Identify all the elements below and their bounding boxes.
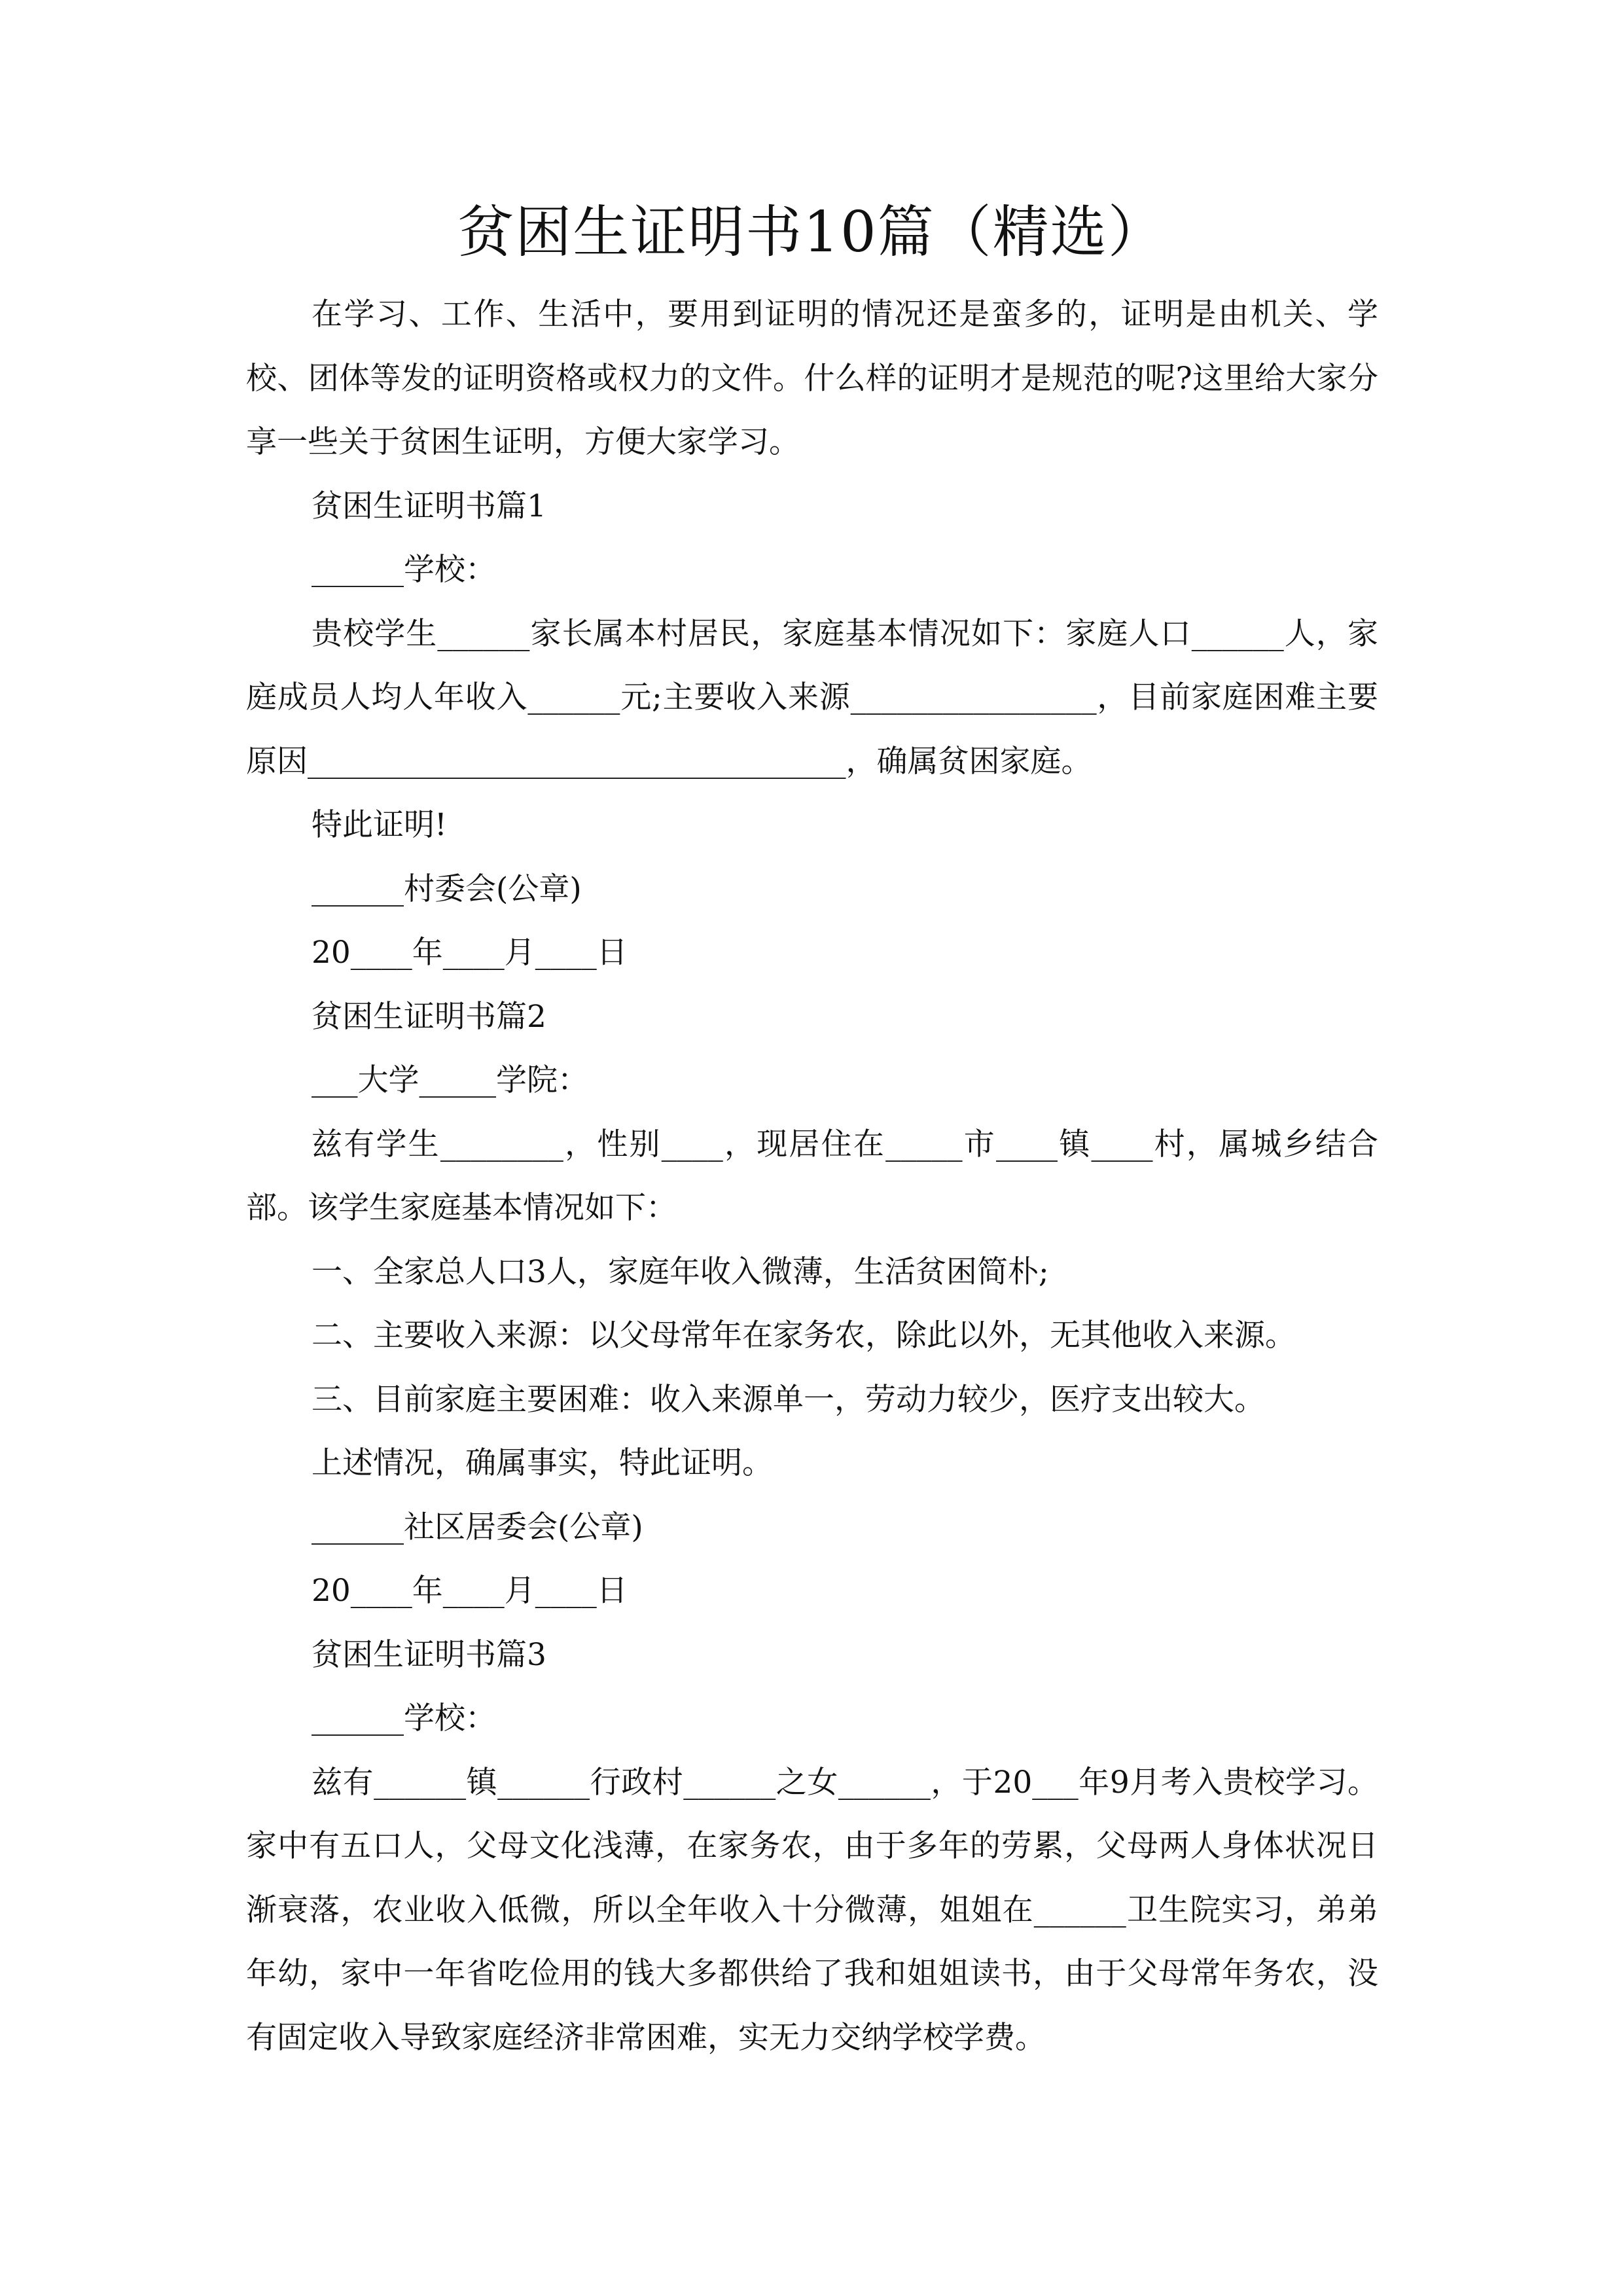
salutation: ______学校： — [312, 552, 496, 588]
body-paragraph: 兹有学生________，性别____，现居住在_____市____镇____村，属城乡结合部。该学生家庭基本情况如下： — [246, 1126, 1378, 1226]
closing-line: 特此证明! — [312, 807, 447, 843]
document-title: 贫困生证明书10篇（精选） — [457, 200, 1166, 265]
section-heading: 贫困生证明书篇1 — [312, 488, 546, 524]
body-paragraph: 贵校学生______家长属本村居民，家庭基本情况如下：家庭人口______人，家庭成员人均人年收入______元;主要收入来源________________，目前家庭困难主要原因___________________________________，确属贫困家庭。 — [246, 615, 1378, 780]
signature-line: ______村委会(公章) — [312, 870, 582, 907]
list-item: 二、主要收入来源：以父母常年在家务农，除此以外，无其他收入来源。 — [312, 1318, 1296, 1354]
signature-line: ______社区居委会(公章) — [312, 1509, 643, 1545]
salutation: ___大学_____学院： — [312, 1062, 588, 1098]
section-heading: 贫困生证明书篇2 — [312, 998, 546, 1035]
section-heading: 贫困生证明书篇3 — [312, 1636, 546, 1673]
date-line: 20____年____月____日 — [312, 1573, 628, 1609]
list-item: 三、目前家庭主要困难：收入来源单一，劳动力较少，医疗支出较大。 — [312, 1381, 1265, 1418]
intro-paragraph: 在学习、工作、生活中，要用到证明的情况还是蛮多的，证明是由机关、学校、团体等发的证明资格或权力的文件。什么样的证明才是规范的呢?这里给大家分享一些关于贫困生证明，方便大家学习。 — [246, 296, 1378, 460]
document-body — [246, 283, 1378, 2070]
list-item: 一、全家总人口3人，家庭年收入微薄，生活贫困简朴; — [312, 1253, 1049, 1290]
closing-line: 上述情况，确属事实，特此证明。 — [312, 1445, 773, 1481]
salutation: ______学校： — [312, 1700, 496, 1736]
date-line: 20____年____月____日 — [312, 935, 628, 971]
body-paragraph: 兹有______镇______行政村______之女______，于20___年9月考入贵校学习。家中有五口人，父母文化浅薄，在家务农，由于多年的劳累，父母两人身体状况日渐衰落，农业收入低微，所以全年收入十分微薄，姐姐在______卫生院实习，弟弟年幼，家中一年省吃俭用的钱大多都供给了我和姐姐读书，由于父母常年务农，没有固定收入导致家庭经济非常困难，实无力交纳学校学费。 — [246, 1764, 1378, 2056]
